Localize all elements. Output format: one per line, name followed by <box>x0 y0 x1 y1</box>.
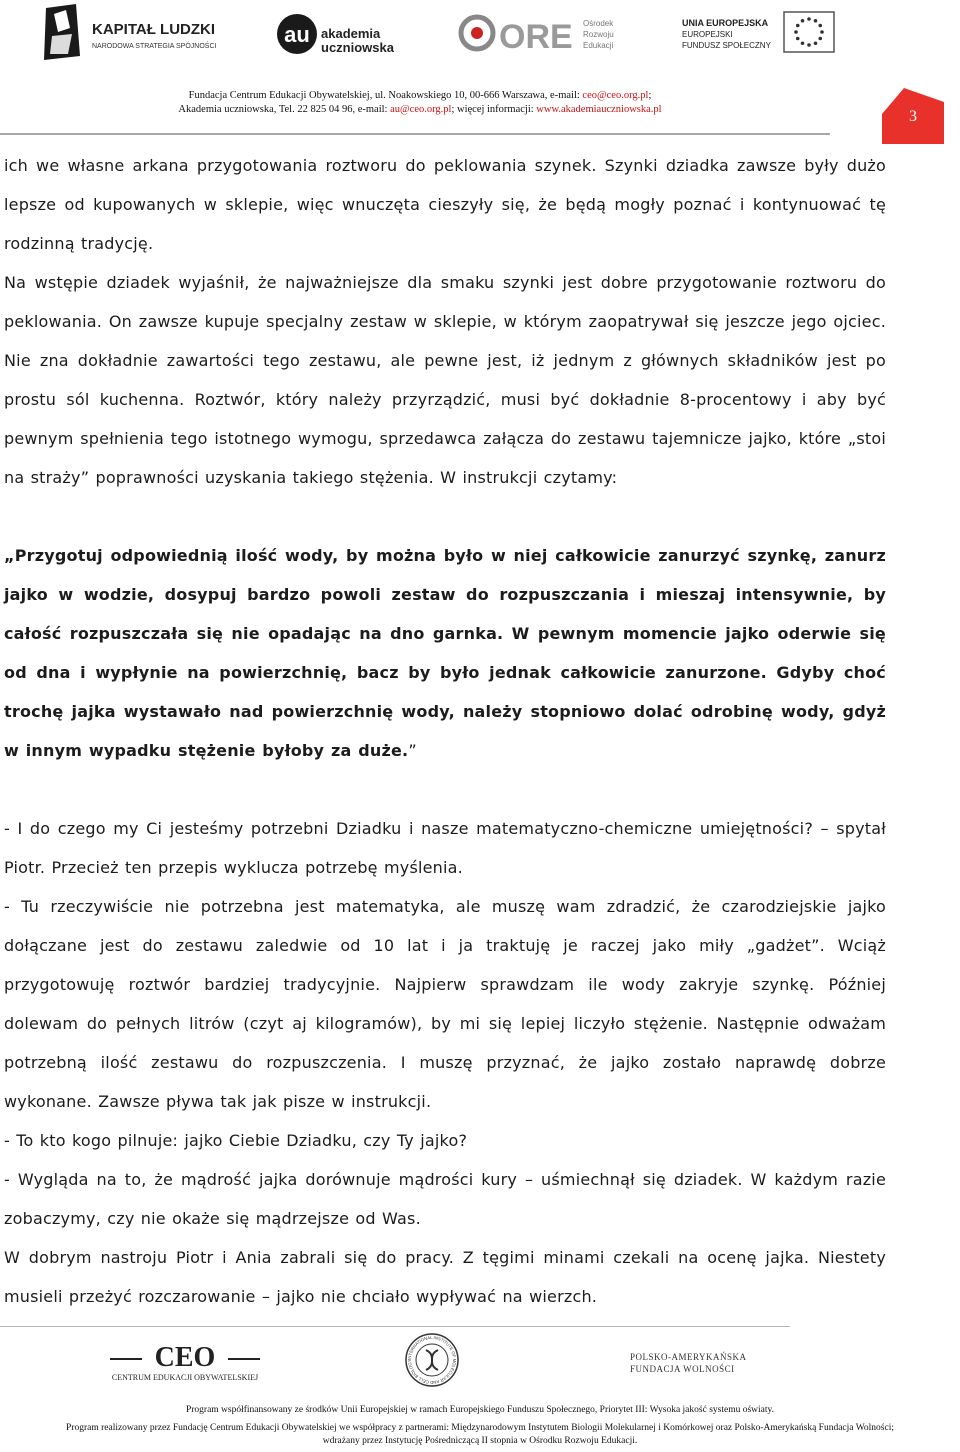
ore-line3: Edukacji <box>583 41 614 50</box>
eu-star-icon <box>796 37 800 41</box>
footer-logos <box>0 1330 960 1398</box>
header-contact-info <box>0 89 840 117</box>
imbm-seal-logo <box>404 1332 460 1388</box>
instruction-quote <box>4 536 886 770</box>
eu-star-icon <box>794 30 798 34</box>
eu-star-icon <box>820 30 824 34</box>
spacer <box>4 497 886 536</box>
dialogue-grandpa-answer: - Tu rzeczywiście nie potrzebna jest matematyka, ale muszę wam zdradzić, że czarodziejskie jajko dołączane jest do zestawu zaledwie od 10 lat i ja traktuję je raczej jako miły „gadżet”. Wciąż przygotowuję roztwór bardziej tradycyjnie. Najpierw sprawdzam ile wody zakryje szynkę. Później dolewam do pełnych litrów (czyt aj kilogramów), by mi się lepiej liczyło stężenie. Następnie odważam potrzebną ilość zestawu do rozpuszczenia. I muszę przyznać, że jajko zostało naprawdę dobrze wykonane. Zawsze pływa tak jak pisze w instrukcji. <box>4 897 886 1111</box>
paragraph-explanation: Na wstępie dziadek wyjaśnił, że najważniejsze dla smaku szynki jest dobre przygotowanie roztworu do peklowania. On zawsze kupuje specjalny zestaw w sklepie, w którym zaopatrywał się jeszcze jego ojciec. Nie zna dokładnie zawartości tego zestawu, ale pewne jest, iż jednym z głównych składników jest po prostu sól kuchenna. Roztwór, który należy przyrządzić, musi być dokładnie 8-procentowy i aby być pewnym spełnienia tego istotnego wymogu, sprzedawca załącza do zestawu tajemnicze jajko, które „stoi na straży” poprawności uzyskania takiego stężenia. W instrukcji czytamy: <box>4 273 886 487</box>
footer-divider <box>0 1326 790 1327</box>
kapital-ludzki-name: KAPITAŁ LUDZKI <box>92 21 216 38</box>
header-contact-line-au <box>0 103 840 117</box>
eu-line2: EUROPEJSKI <box>682 30 733 39</box>
akademia-line1: akademia <box>321 26 381 41</box>
header-ceo-end: ; <box>648 90 652 101</box>
akademia-uczniowska-logo <box>275 4 405 62</box>
eu-line1: UNIA EUROPEJSKA <box>682 18 769 28</box>
ceo-caption: CENTRUM EDUKACJI OBYWATELSKIEJ <box>111 1373 259 1382</box>
footer-implementation-line: wdrażany przez Instytucję Pośredniczącą II stopnia w Ośrodku Rozwoju Edukacji. <box>322 1436 638 1446</box>
dialogue-grandpa-smile: - Wygląda na to, że mądrość jajka dorównuje mądrości kury – uśmiechnął się dziadek. W każdym razie zobaczymy, czy nie okaże się mądrzejsze od Was. <box>4 1170 886 1228</box>
eu-star-icon <box>818 24 822 28</box>
ore-mark: ORE <box>499 18 573 56</box>
document-body <box>4 146 886 1316</box>
header-logos <box>0 0 960 66</box>
eu-star-icon <box>818 37 822 41</box>
eu-star-icon <box>807 43 811 47</box>
ore-line2: Rozwoju <box>583 30 614 39</box>
eu-star-icon <box>801 19 805 23</box>
paragraph-intro: ich we własne arkana przygotowania roztworu do peklowania szynek. Szynki dziadka zawsze były dużo lepsze od kupowanych w sklepie, więc wnuczęta cieszyły się, że będą mogły poznać i kontynuować tę rodzinną tradycję. <box>4 156 886 253</box>
header-ceo-address: Fundacja Centrum Edukacji Obywatelskiej, ul. Noakowskiego 10, 00-666 Warszawa, e-mail: <box>188 90 583 101</box>
instruction-quote-text: „Przygotuj odpowiednią ilość wody, by można było w niej całkowicie zanurzyć szynkę, zanurz jajko w wodzie, dosypuj bardzo powoli zestaw do rozpuszczania i mieszaj intensywnie, by całość rozpuszczała się nie opadając na dno garnka. W pewnym momencie jajko oderwie się od dna i wypłynie na powierzchnię, bacz by było jednak całkowicie zanurzone. Gdyby choć trochę jajka wystawało nad powierzchnię wody, należy stopniowo dolać odrobinę wody, gdyż w innym wypadku stężenie byłoby za duże. <box>4 546 886 760</box>
header-au-more-info: ; więcej informacji: <box>451 104 537 115</box>
header-contact-line-ceo <box>0 89 840 103</box>
instruction-quote-close: ” <box>408 741 417 760</box>
ceo-mark: CEO <box>154 1342 216 1373</box>
footer-partners-line: Program realizowany przez Fundację Centrum Edukacji Obywatelskiej we współpracy z partnerami: Międzynarodowym Instytutem Biologii Molekularnej i Komórkowej oraz Polsko-Amerykańską Fundacja Wolności; <box>66 1423 894 1433</box>
ceo-email-link[interactable]: ceo@ceo.org.pl <box>582 90 649 101</box>
eu-star-icon <box>801 41 805 45</box>
pafw-line1: POLSKO-AMERYKAŃSKA <box>630 1352 747 1362</box>
kapital-ludzki-logo <box>40 4 240 62</box>
kapital-ludzki-subtitle: NARODOWA STRATEGIA SPÓJNOŚCI <box>92 43 217 50</box>
pafw-logo <box>630 1348 750 1378</box>
ore-logo <box>455 4 645 62</box>
page-number: 3 <box>909 108 917 125</box>
header-divider <box>0 133 830 135</box>
akademia-mark: au <box>284 22 310 47</box>
footer-cofinancing-line: Program współfinansowany ze środków Unii Europejskiej w ramach Europejskiego Funduszu Społecznego, Priorytet III: Wysoka jakość systemu oświaty. <box>185 1405 775 1415</box>
pafw-line2: FUNDACJA WOLNOŚCI <box>630 1364 735 1374</box>
akademia-line2: uczniowska <box>321 40 394 55</box>
paragraph-disappointment: W dobrym nastroju Piotr i Ania zabrali się do pracy. Z tęgimi minami czekali na ocenę jajka. Niestety musieli przeżyć rozczarowanie – jajko nie chciało wypływać na wierzch. <box>4 1248 886 1306</box>
eu-star-icon <box>814 41 818 45</box>
eu-star-icon <box>814 19 818 23</box>
eu-line3: FUNDUSZ SPOŁECZNY <box>682 41 771 50</box>
imbm-seal-ring-text: INTERNATIONAL INSTITUTE OF MOLECULAR AND CELL BIOLOGY <box>406 1334 458 1386</box>
eu-star-icon <box>807 17 811 21</box>
au-email-link[interactable]: au@ceo.org.pl <box>390 104 452 115</box>
footer-funding-info <box>0 1404 960 1448</box>
header-au-phone: Akademia uczniowska, Tel. 22 825 04 96, e-mail: <box>178 104 391 115</box>
dialogue-egg-question: - To kto kogo pilnuje: jajko Ciebie Dziadku, czy Ty jajko? <box>4 1131 468 1150</box>
spacer <box>4 770 886 809</box>
eu-star-icon <box>796 24 800 28</box>
ceo-logo <box>110 1334 260 1386</box>
eu-logo <box>680 4 840 62</box>
page-number-tab <box>882 88 944 144</box>
dialogue-piotr-question: - I do czego my Ci jesteśmy potrzebni Dziadku i nasze matematyczno-chemiczne umiejętności? – spytał Piotr. Przecież ten przepis wyklucza potrzebę myślenia. <box>4 819 886 877</box>
ore-line1: Ośrodek <box>583 19 614 28</box>
akademia-website-link[interactable]: www.akademiauczniowska.pl <box>536 104 662 115</box>
